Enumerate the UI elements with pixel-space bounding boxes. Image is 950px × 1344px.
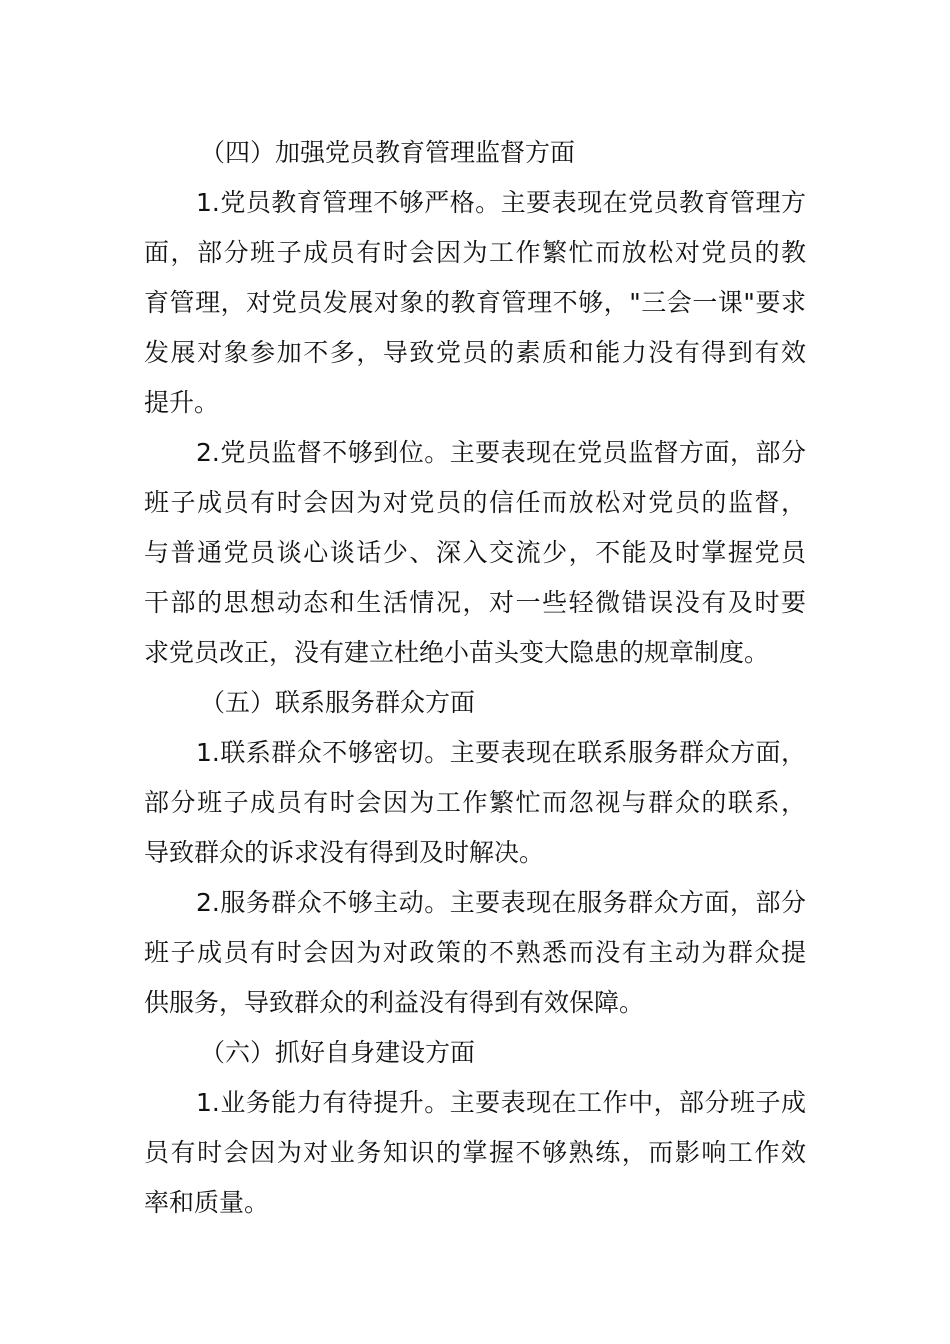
section-heading-6: （六）抓好自身建设方面 bbox=[200, 1038, 476, 1067]
paragraph-line: 求党员改正，没有建立杜绝小苗头变大隐患的规章制度。 bbox=[144, 638, 770, 667]
paragraph-line: 2.党员监督不够到位。主要表现在党员监督方面，部分 bbox=[196, 438, 806, 467]
paragraph-line: 率和质量。 bbox=[144, 1188, 270, 1217]
paragraph-line: 导致群众的诉求没有得到及时解决。 bbox=[144, 838, 545, 867]
paragraph-line: 供服务，导致群众的利益没有得到有效保障。 bbox=[144, 988, 645, 1017]
paragraph-line: 2.服务群众不够主动。主要表现在服务群众方面，部分 bbox=[196, 888, 806, 917]
section-heading-4: （四）加强党员教育管理监督方面 bbox=[200, 138, 576, 167]
paragraph-line: 提升。 bbox=[144, 388, 220, 417]
paragraph-line: 与普通党员谈心谈话少、深入交流少，不能及时掌握党员 bbox=[144, 538, 806, 567]
paragraph-line: 育管理，对党员发展对象的教育管理不够，"三会一课"要求 bbox=[144, 288, 806, 317]
paragraph-line: 班子成员有时会因为对党员的信任而放松对党员的监督， bbox=[144, 488, 806, 517]
document-page bbox=[144, 128, 806, 1228]
paragraph-line: 1.业务能力有待提升。主要表现在工作中，部分班子成 bbox=[196, 1088, 806, 1117]
paragraph-line: 班子成员有时会因为对政策的不熟悉而没有主动为群众提 bbox=[144, 938, 806, 967]
paragraph-line: 面，部分班子成员有时会因为工作繁忙而放松对党员的教 bbox=[144, 238, 806, 267]
paragraph-line: 干部的思想动态和生活情况，对一些轻微错误没有及时要 bbox=[144, 588, 806, 617]
paragraph-line: 部分班子成员有时会因为工作繁忙而忽视与群众的联系， bbox=[144, 788, 806, 817]
paragraph-line: 发展对象参加不多，导致党员的素质和能力没有得到有效 bbox=[144, 338, 806, 367]
section-heading-5: （五）联系服务群众方面 bbox=[200, 688, 476, 717]
paragraph-line: 员有时会因为对业务知识的掌握不够熟练，而影响工作效 bbox=[144, 1138, 806, 1167]
paragraph-line: 1.党员教育管理不够严格。主要表现在党员教育管理方 bbox=[196, 188, 806, 217]
paragraph-line: 1.联系群众不够密切。主要表现在联系服务群众方面， bbox=[196, 738, 806, 767]
